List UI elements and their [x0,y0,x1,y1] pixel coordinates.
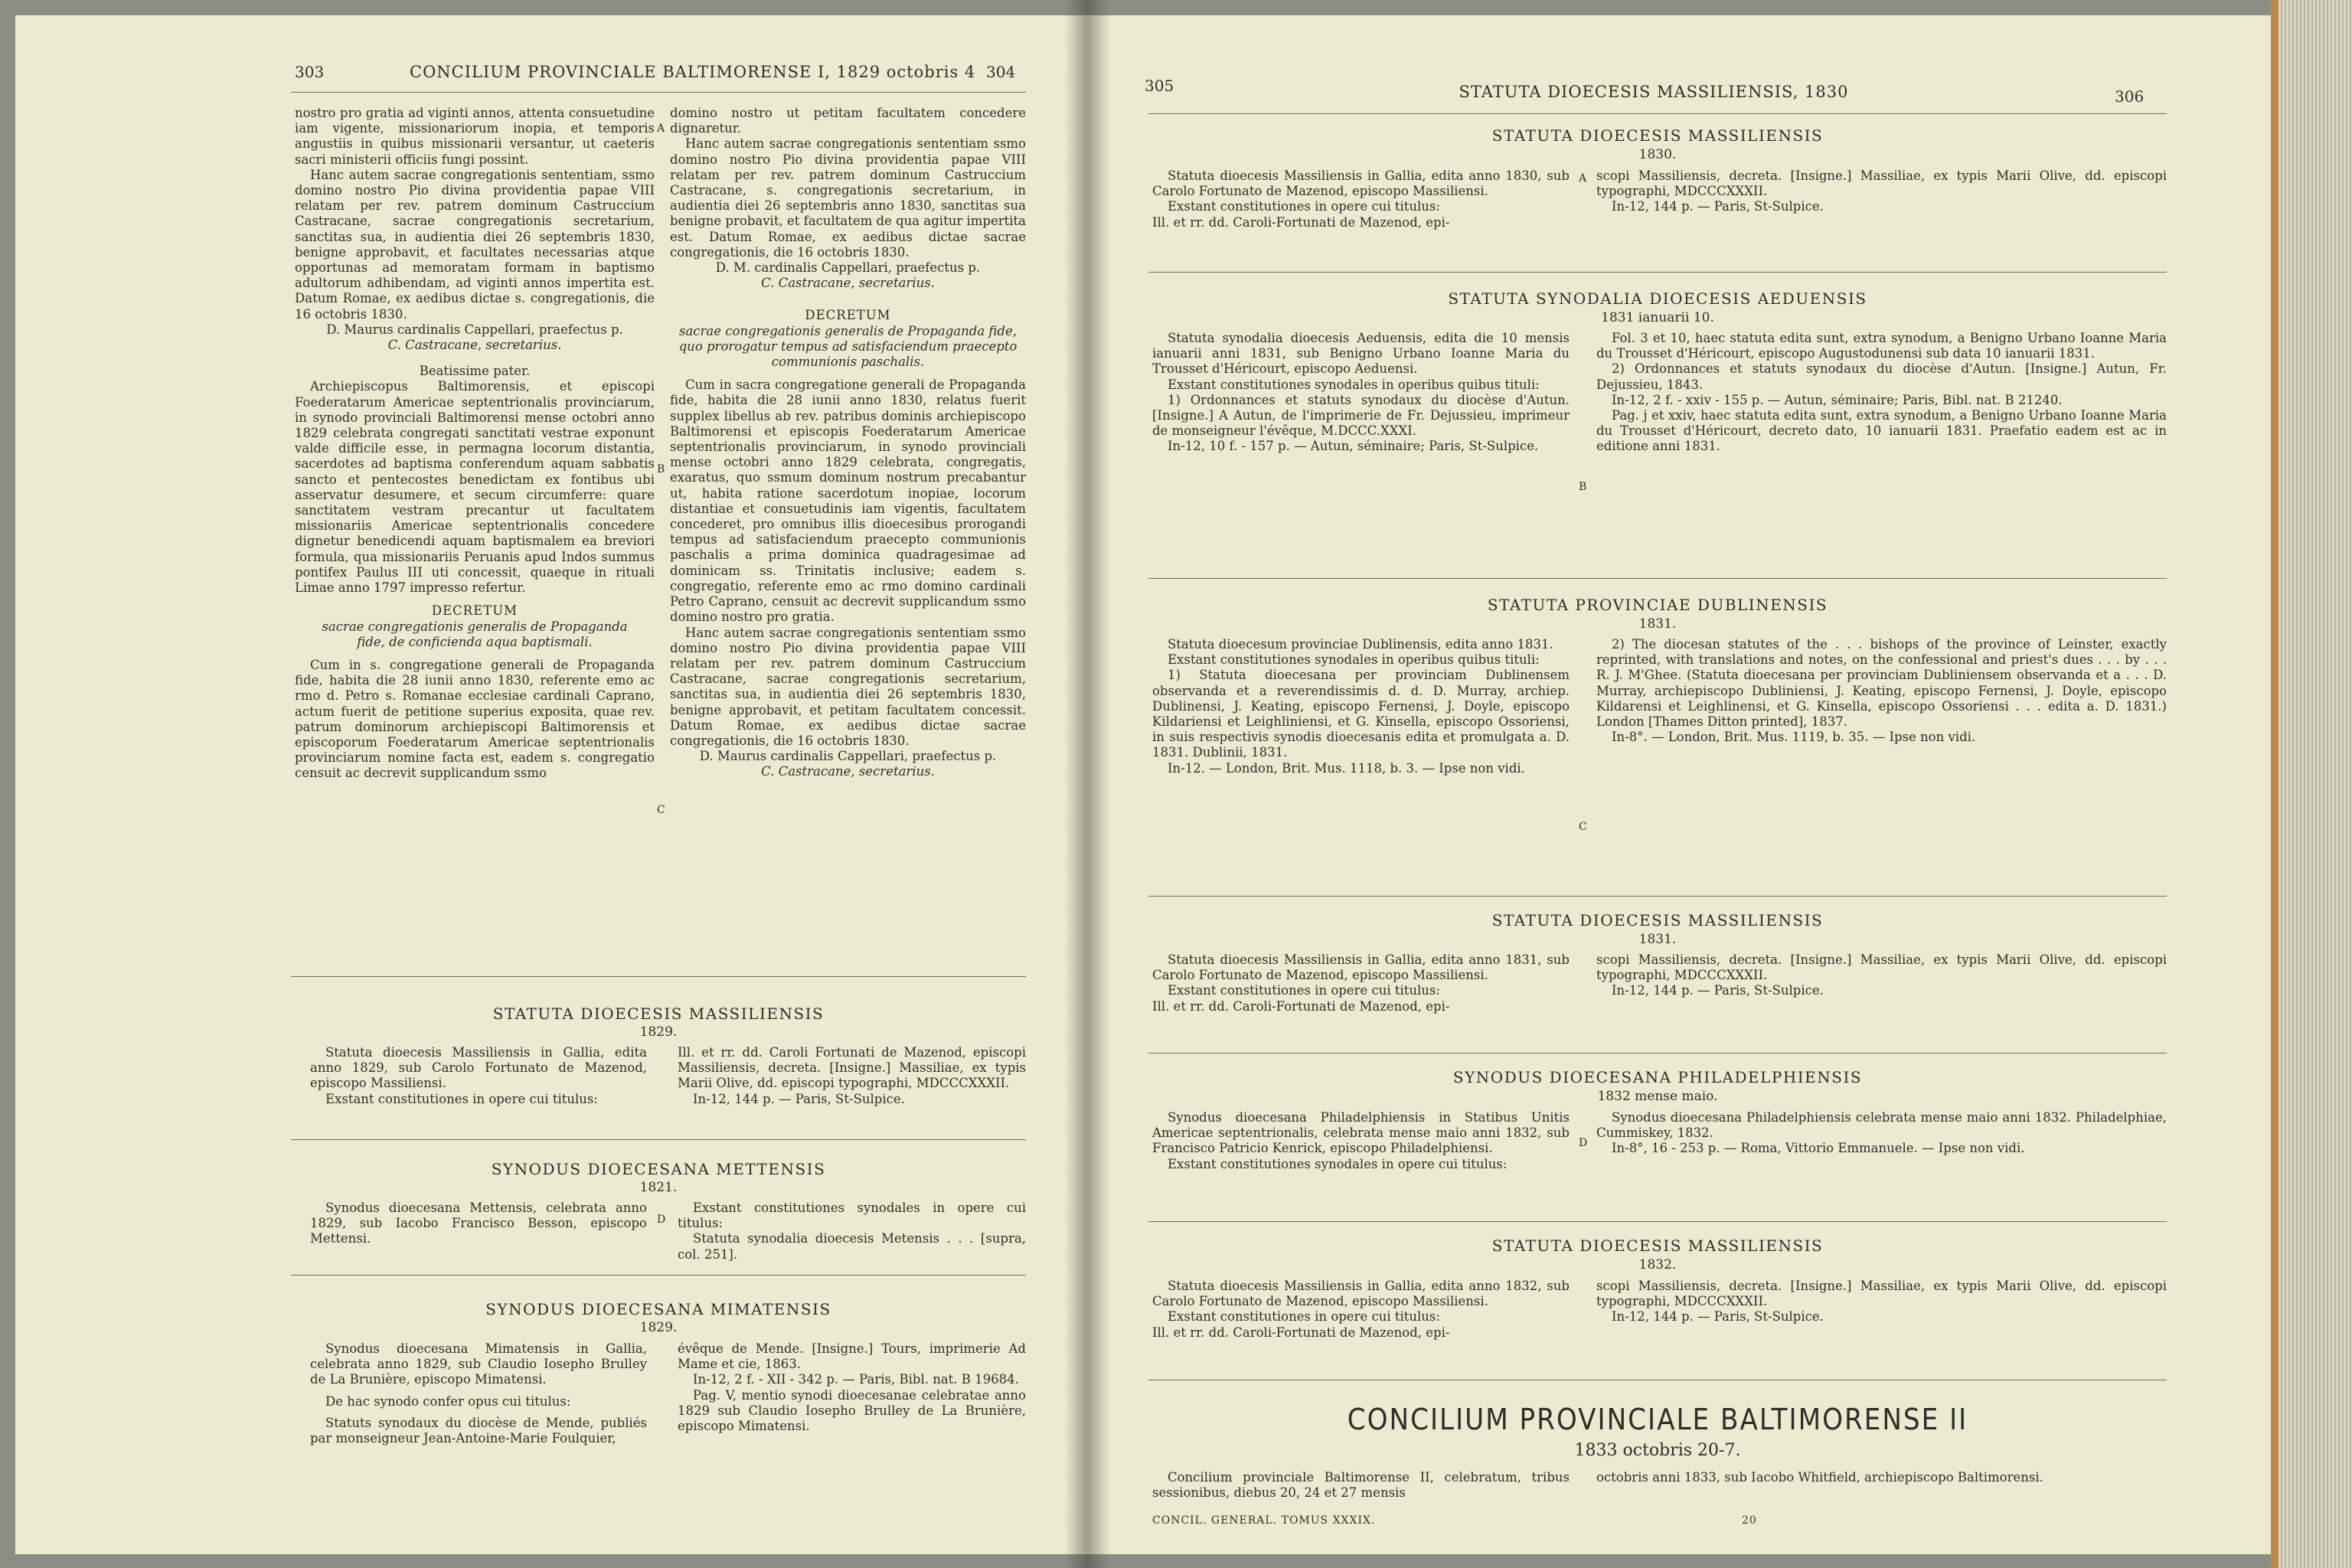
signature: D. Maurus cardinalis Cappellari, praefectus p. [326,322,623,337]
section-column-2 [678,1200,1026,1263]
section-column-2 [678,1341,1026,1434]
paragraph: Synodus dioecesana Mettensis, celebrata anno 1829, sub Iacobo Francisco Besson, episcopo Mettensi. [310,1200,647,1246]
paragraph: Hanc autem sacrae congregationis sententiam ssmo domino nostro Pio divina providentia papae VIII relatam per rev. patrem dominum Castruccium Castracane, s. congregationis secretarium, in audientia diei 26 septembris anno 1830, sanctitas sua benigne probavit, et facultatem de qua agitur impertita est. Datum Romae, ex aedibus dictae sacrae congregationis, die 16 octobris 1830. [670,136,1026,260]
paragraph: Archiepiscopus Baltimorensis, et episcopi Foederatarum Americae septentrionalis provinciarum, in synodo provinciali Baltimorensi mense octobri anno 1829 celebrata congregati sanctitati vestrae exponunt valde difficile esse, in permagna locorum distantia, sacerdotes ad baptisma conferendum aquam sabbatis sancto et pentecostes benedictam ex fontibus ubi asservatur desumere, et secum circumferre: quare sanctitatem vestram precantur ut facultatem missionariis Americae septentrionalis concedere dignetur benedicendi aquam baptismalem ea breviori formula, qua missionariis Peruanis apud Indos summus pontifex Paulus III uti concessit, quaeque in rituali Limae anno 1797 impresso refertur. [295,379,655,596]
paragraph: In-12, 144 p. — Paris, St-Sulpice. [693,1091,905,1106]
paragraph: évêque de Mende. [Insigne.] Tours, imprimerie Ad Mame et cie, 1863. [678,1341,1026,1372]
margin-mark-b: B [1579,481,1587,493]
decree-heading: DECRETUM [805,308,891,323]
section-year: 1832. [1638,1257,1677,1272]
paragraph: scopi Massiliensis, decreta. [Insigne.] Massiliae, ex typis Marii Olive, dd. episcopi typographi, MDCCCXXXII. [1596,1279,2167,1309]
page-number-304: 304 [986,63,1016,81]
left-column-2 [670,106,1026,780]
paragraph: 2) Ordonnances et statuts synodaux du diocèse d'Autun. [Insigne.] Autun, Fr. Dejussieu, 1843. [1596,361,2167,392]
section-year: 1831 ianuarii 10. [1601,310,1714,325]
paragraph: Exstant constitutiones synodales in opere cui titulus: [678,1200,1026,1231]
paragraph: Statuta dioecesis Massiliensis in Gallia, edita anno 1829, sub Carolo Fortunato de Mazenod, episcopo Massiliensi. [310,1045,647,1091]
paragraph: In-12, 10 f. - 157 p. — Autun, séminaire; Paris, St-Sulpice. [1168,439,1539,454]
paragraph: Statuta dioecesum provinciae Dublinensis, edita anno 1831. [1168,637,1553,652]
paragraph: scopi Massiliensis, decreta. [Insigne.] Massiliae, ex typis Marii Olive, dd. episcopi typographi, MDCCCXXXII. [1596,168,2167,199]
paragraph: Synodus dioecesana Philadelphiensis in Statibus Unitis Americae septentrionalis, celebrata mense maio anni 1832, sub Francisco Patricio Kenrick, episcopo Philadelphiensi. [1152,1110,1570,1156]
paragraph: Concilium provinciale Baltimorense II, celebratum, tribus sessionibus, diebus 20, 24 et 27 mensis [1152,1470,1570,1501]
section-column-2 [1596,331,2167,455]
section-title: STATUTA SYNODALIA DIOECESIS AEDUENSIS [1448,289,1867,308]
margin-mark-d: D [657,1214,666,1226]
paragraph: Hanc autem sacrae congregationis sententiam, ssmo domino nostro Pio divina providentia papae VIII relatam per rev. patrem dominum Castruccium Castracane, sacrae congregationis secretarium, sanctitas sua, in audientia diei 26 septembris 1830, benigne approbavit, et facultates necessarias atque opportunas ad memoratam formam in baptismo adultorum adhibendam, ad viginti annos impertita est. Datum Romae, ex aedibus dictae s. congregationis, die 16 octobris 1830. [295,167,655,322]
decree-heading: DECRETUM [431,603,518,619]
section-rule [1148,896,2167,897]
paragraph: In-12. — London, Brit. Mus. 1118, b. 3. — Ipse non vidi. [1168,760,1525,776]
section-column-2 [1596,1279,2167,1325]
paragraph: Exstant constitutiones synodales in operibus quibus tituli: [1168,652,1540,668]
paragraph: Fol. 3 et 10, haec statuta edita sunt, extra synodum, a Benigno Urbano Ioanne Maria du Trousset d'Héricourt, episcopo Augustodunensi sub data 10 ianuarii 1831. [1596,331,2167,361]
chapter-date: 1833 octobris 20-7. [1574,1441,1741,1460]
section-year: 1831. [1638,616,1677,632]
paragraph: Statuta dioecesis Massiliensis in Gallia, edita anno 1832, sub Carolo Fortunato de Mazenod, episcopo Massiliensi. [1152,1279,1570,1309]
signature: C. Castracane, secretarius. [761,276,935,291]
running-header-left: CONCILIUM PROVINCIALE BALTIMORENSE I, 1829 octobris 4 [410,63,976,81]
section-column-1 [310,1045,647,1107]
section-title: STATUTA DIOECESIS MASSILIENSIS [492,1004,825,1023]
signature: D. M. cardinalis Cappellari, praefectus p. [715,260,981,276]
section-column-1 [1152,1110,1570,1172]
paragraph: In-12, 144 p. — Paris, St-Sulpice. [1612,983,1824,998]
paragraph: Exstant constitutiones in opere cui titulus: [325,1091,598,1106]
paragraph: Statuts synodaux du diocèse de Mende, publiés par monseigneur Jean-Antoine-Marie Foulquier, [310,1415,647,1446]
paragraph: Cum in s. congregatione generali de Propaganda fide, habita die 28 iunii anno 1830, referente emo ac rmo d. Petro s. Romanae ecclesiae cardinali Caprano, actum fuerit de petitione superius exposita, quae rev. patrum dominorum archiepiscopi Baltimorensis et episcoporum Foederatarum Americae septentrionalis provinciarum nomine facta est, eadem s. congregatio censuit ac decrevit supplicandum ssmo [295,657,655,781]
paragraph: Ill. et rr. dd. Caroli Fortunati de Mazenod, episcopi Massiliensis, decreta. [Insigne.] Massiliae, ex typis Marii Olive, dd. episcopi typographi, MDCCCXXXII. [678,1045,1026,1091]
margin-mark-c: C [657,804,665,816]
paragraph: In-8°. — London, Brit. Mus. 1119, b. 35. — Ipse non vidi. [1612,730,1976,745]
section-year: 1821. [639,1180,678,1195]
signature: C. Castracane, secretarius. [761,764,935,779]
section-title: STATUTA DIOECESIS MASSILIENSIS [1491,1236,1824,1255]
paragraph: 1) Statuta dioecesana per provinciam Dublinensem observanda et a reverendissimis d. d. D. Murray, archiep. Dublinensi, J. Keating, episcopo Fernensi, J. Doyle, episcopo Kildariensi et Leighliniensi, et G. Kinsella, episcopo Ossoriensi, in suis respectivis synodis dioecesanis edita et promulgata a. D. 1831. Dublinii, 1831. [1152,668,1570,760]
paragraph: Statuta synodalia dioecesis Metensis . . . [supra, col. 251]. [678,1231,1026,1262]
margin-mark-a: A [1579,172,1587,185]
left-column-1 [295,106,655,782]
section-rule [1148,578,2167,579]
paragraph: scopi Massiliensis, decreta. [Insigne.] Massiliae, ex typis Marii Olive, dd. episcopi typographi, MDCCCXXXII. [1596,952,2167,983]
signature: C. Castracane, secretarius. [387,338,562,353]
margin-mark-a: A [657,122,665,135]
paragraph: In-12, 2 f. - XII - 342 p. — Paris, Bibl. nat. B 19684. [693,1372,1019,1387]
header-rule [1148,113,2167,114]
section-title: STATUTA DIOECESIS MASSILIENSIS [1491,126,1824,145]
section-column-2 [1596,637,2167,745]
paragraph: Statuta dioecesis Massiliensis in Gallia, edita anno 1830, sub Carolo Fortunato de Mazenod, episcopo Massiliensi. [1152,168,1570,199]
chapter-title: CONCILIUM PROVINCIALE BALTIMORENSE II [1347,1403,1968,1436]
section-column-1 [1152,331,1570,455]
paragraph: 2) The diocesan statutes of the . . . bishops of the province of Leinster, exactly reprinted, with translations and notes, on the confessional and priest's dues . . . by . . . R. J. M'Ghee. (Statuta dioecesana per provinciam Dubliniensem observanda et a . . . D. Murray, archiepiscopo Dubliniensi, J. Keating, episcopo Fernensi, J. Doyle, episcopo Kildarensi et Leighlinensi, et G. Kinsella, episcopo Ossoriensi . . . edita a. D. 1831.) London [Thames Ditton printed], 1837. [1596,637,2167,730]
section-year: 1830. [1638,147,1677,162]
section-column-2 [1596,952,2167,999]
section-column-2 [1596,168,2167,215]
section-column-1 [1152,1279,1570,1341]
section-rule [1148,1221,2167,1222]
section-title: SYNODUS DIOECESANA METTENSIS [491,1160,826,1178]
section-year: 1831. [1638,932,1677,947]
salutation: Beatissime pater. [419,364,531,379]
section-column-1 [1152,168,1570,230]
paragraph: In-12, 144 p. — Paris, St-Sulpice. [1612,199,1824,214]
paragraph: Cum in sacra congregatione generali de Propaganda fide, habita die 28 iunii anno 1830, relatus fuerit supplex libellus ab rev. patribus dominis archiepiscopo Baltimorensi et episcopis Foederatarum Americae septentrionalis provinciarum, in synodo provinciali mense octobri anno 1829 celebrata, congregatis, exaratus, quo ssmum dominum nostrum precabantur ut, habita ratione sacerdotum inopiae, locorum distantiae et consuetudinis iam vigentis, facultatem concederet, pro omnibus illis dioecesibus prorogandi tempus ad satisfaciendum praecepto communionis paschalis a prima dominica quadragesimae ad dominicam ss. Trinitatis inclusive; eadem s. congregatio, referente emo ac rmo domino cardinali Petro Caprano, censuit ac decrevit supplicandum ssmo domino nostro pro gratia. [670,377,1026,625]
paragraph: nostro pro gratia ad viginti annos, attenta consuetudine iam vigente, missionariorum inopia, et temporis angustiis in quibus missionarii versantur, ut caeteris sacri ministerii officiis fungi possint. [295,106,655,167]
section-column-2 [1596,1110,2167,1157]
chapter-column-1 [1152,1470,1570,1501]
decree-subtitle: sacrae congregationis generalis de Propaganda fide, quo prorogatur tempus ad satisfaciendum praecepto communionis paschalis. [678,323,1018,370]
chapter-column-2 [1596,1470,2167,1485]
decree-subtitle: sacrae congregationis generalis de Propaganda fide, de conficienda aqua baptismali. [322,619,628,649]
paragraph: Ill. et rr. dd. Caroli-Fortunati de Mazenod, epi- [1152,1325,1450,1340]
margin-mark-b: B [657,463,665,475]
paragraph: 1) Ordonnances et statuts synodaux du diocèse d'Autun. [Insigne.] A Autun, de l'imprimerie de Fr. Dejussieu, imprimeur de monseigneur l'évêque, M.DCCC.XXXI. [1152,392,1570,439]
page-number-306: 306 [2115,87,2145,106]
section-column-1 [310,1200,647,1247]
paragraph: Pag. V, mentio synodi dioecesanae celebratae anno 1829 sub Claudio Iosepho Brulley de La Brunière, episcopo Mimatensi. [678,1387,1026,1434]
section-title: SYNODUS DIOECESANA MIMATENSIS [485,1300,831,1318]
section-column-2 [678,1045,1026,1107]
running-header-right: STATUTA DIOECESIS MASSILIENSIS, 1830 [1459,83,1849,101]
section-title: STATUTA DIOECESIS MASSILIENSIS [1491,911,1824,929]
paragraph: In-12, 144 p. — Paris, St-Sulpice. [1612,1309,1824,1325]
paragraph: Statuta dioecesis Massiliensis in Gallia, edita anno 1831, sub Carolo Fortunato de Mazenod, episcopo Massiliensi. [1152,952,1570,983]
footer-signature: 20 [1742,1514,1757,1527]
paragraph: domino nostro ut petitam facultatem concedere dignaretur. [670,106,1026,136]
paragraph: Hanc autem sacrae congregationis sententiam ssmo domino nostro Pio divina providentia papae VIII relatam per rev. patrem dominum Castruccium Castracane, sacrae congregationis secretarium, sanctitas sua, in audientia diei 26 septembris 1830, benigne approbavit, et petitam facultatem concessit. Datum Romae, ex aedibus dictae sacrae congregationis, die 16 octobris 1830. [670,625,1026,748]
right-page [1087,15,2278,1554]
section-rule [291,1139,1026,1140]
page-edges [2278,0,2352,1568]
section-column-1 [1152,637,1570,776]
section-rule [291,1275,1026,1276]
section-rule [291,976,1026,977]
paragraph: Statuta synodalia dioecesis Aeduensis, edita die 10 mensis ianuarii anni 1831, sub Benigno Urbano Ioanne Maria du Trousset d'Héricourt, episcopo Aeduensi. [1152,331,1570,377]
paragraph: Ill. et rr. dd. Caroli-Fortunati de Mazenod, epi- [1152,998,1450,1014]
paragraph: octobris anni 1833, sub Iacobo Whitfield, archiepiscopo Baltimorensi. [1596,1470,2043,1485]
section-year: 1832 mense maio. [1597,1089,1718,1104]
section-year: 1829. [639,1320,678,1335]
paragraph: Synodus dioecesana Mimatensis in Gallia, celebrata anno 1829, sub Claudio Iosepho Brulley de La Brunière, episcopo Mimatensi. [310,1341,647,1387]
paragraph: In-8°, 16 - 253 p. — Roma, Vittorio Emmanuele. — Ipse non vidi. [1612,1141,2025,1156]
footer-tome: CONCIL. GENERAL. TOMUS XXXIX. [1152,1514,1376,1527]
paragraph: Exstant constitutiones in opere cui titulus: [1168,983,1440,998]
page-number-303: 303 [295,63,325,81]
section-column-1 [310,1341,647,1446]
section-column-1 [1152,952,1570,1014]
signature: D. Maurus cardinalis Cappellari, praefectus p. [699,749,997,764]
paragraph: Exstant constitutiones synodales in operibus quibus tituli: [1168,377,1540,392]
paragraph: De hac synodo confer opus cui titulus: [325,1393,571,1409]
section-year: 1829. [639,1024,678,1040]
paragraph: Ill. et rr. dd. Caroli-Fortunati de Mazenod, epi- [1152,214,1450,230]
section-rule [1148,1053,2167,1054]
section-title: STATUTA PROVINCIAE DUBLINENSIS [1487,596,1828,614]
paragraph: Synodus dioecesana Philadelphiensis celebrata mense maio anni 1832. Philadelphiae, Cummiskey, 1832. [1596,1110,2167,1141]
paragraph: Exstant constitutiones in opere cui titulus: [1168,199,1440,214]
paragraph: Pag. j et xxiv, haec statuta edita sunt, extra synodum, a Benigno Urbano Ioanne Maria du Trousset d'Héricourt, decreto dato, 10 ianuarii 1831. Praefatio eadem est ac in editione anni 1831. [1596,408,2167,454]
paragraph: Exstant constitutiones synodales in opere cui titulus: [1168,1156,1508,1171]
section-rule [1148,272,2167,273]
margin-mark-d: D [1579,1137,1588,1149]
page-number-305: 305 [1145,77,1174,95]
section-title: SYNODUS DIOECESANA PHILADELPHIENSIS [1452,1068,1863,1086]
left-page [15,15,1087,1554]
margin-mark-c: C [1579,821,1587,833]
paragraph: Exstant constitutiones in opere cui titulus: [1168,1309,1440,1325]
paragraph: In-12, 2 f. - xxiv - 155 p. — Autun, séminaire; Paris, Bibl. nat. B 21240. [1612,392,2063,407]
header-rule [291,92,1026,93]
